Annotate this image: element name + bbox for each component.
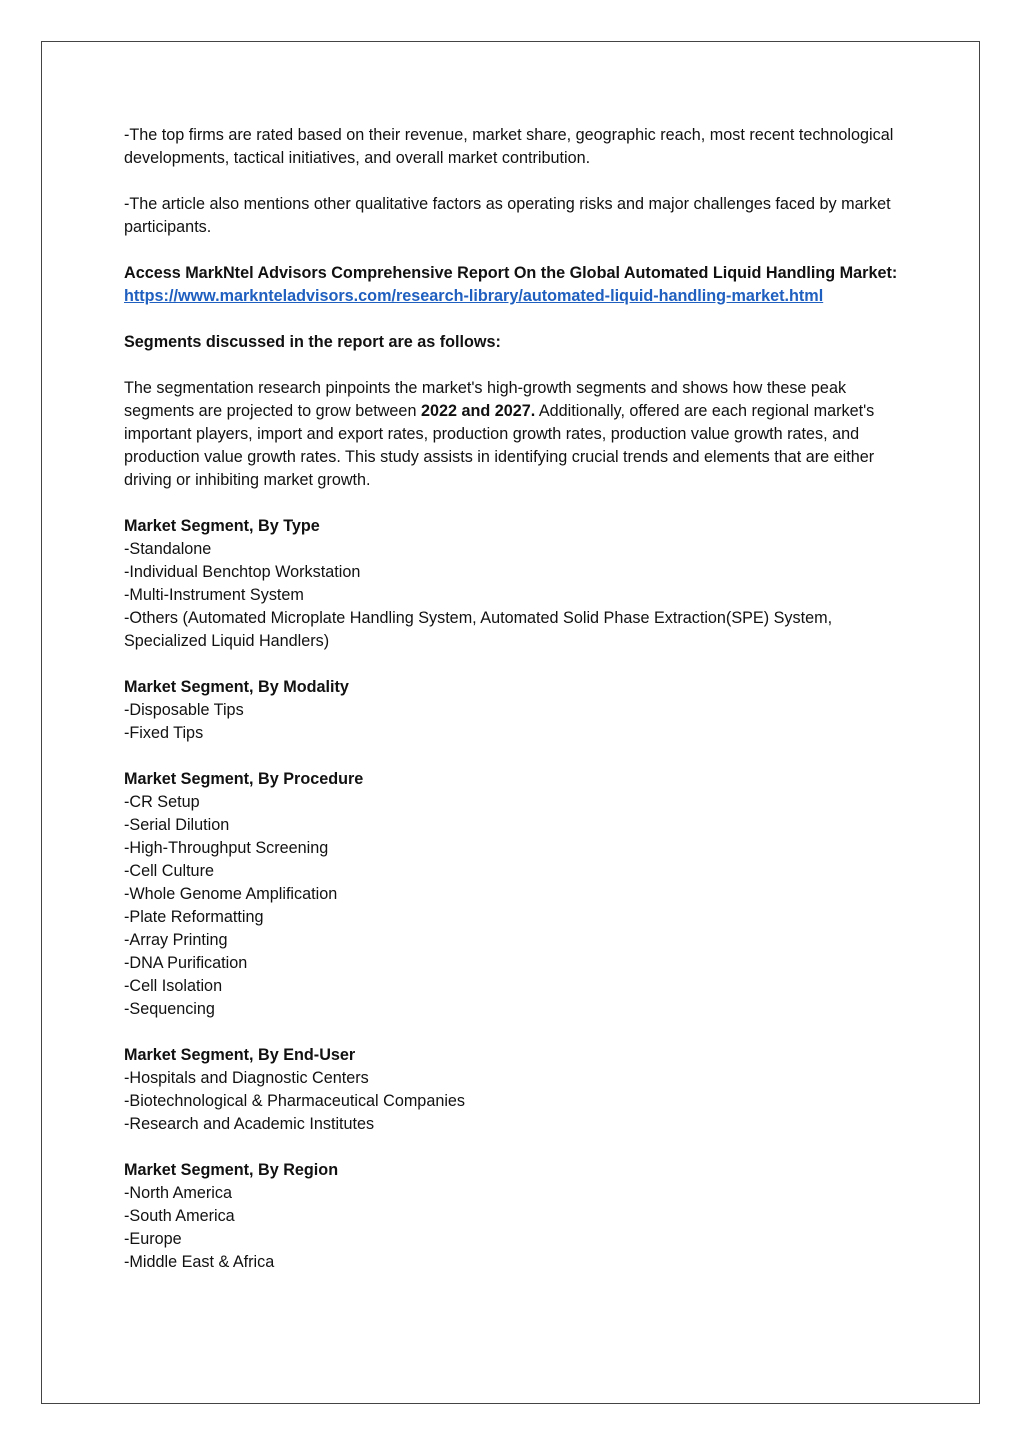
- segmentation-intro-text-a: The segmentation research pinpoints the market's high-growth segments and shows how these peak segments are projected to grow between: [124, 379, 847, 420]
- report-link[interactable]: https://www.marknteladvisors.com/research-library/automated-liquid-handling-market.html: [124, 287, 824, 305]
- segmentation-years: 2022 and 2027.: [420, 402, 536, 420]
- paragraph-top-firms: -The top firms are rated based on their revenue, market share, geographic reach, most recent technological developments, tactical initiatives, and overall market contribution.: [124, 126, 894, 167]
- list-item: -Array Printing: [124, 931, 228, 949]
- paragraph-segmentation-intro: [124, 377, 914, 492]
- segments-heading: Segments discussed in the report are as follows:: [124, 333, 501, 351]
- list-item: -High-Throughput Screening: [124, 839, 329, 857]
- list-item: -Cell Culture: [124, 862, 214, 880]
- segment-title: Market Segment, By End-User: [124, 1046, 356, 1064]
- list-item: -Biotechnological & Pharmaceutical Companies: [124, 1092, 466, 1110]
- list-item: -Multi-Instrument System: [124, 586, 304, 604]
- paragraph-qualitative-factors: -The article also mentions other qualitative factors as operating risks and major challenges faced by market participants.: [124, 195, 891, 236]
- list-item: -Individual Benchtop Workstation: [124, 563, 361, 581]
- access-report-text: Access MarkNtel Advisors Comprehensive Report On the Global Automated Liquid Handling Market:: [124, 264, 898, 282]
- paragraph-access-report: [124, 262, 914, 308]
- segment-title: Market Segment, By Modality: [124, 678, 349, 696]
- list-item: -Plate Reformatting: [124, 908, 264, 926]
- list-item: -South America: [124, 1207, 235, 1225]
- segment-title: Market Segment, By Procedure: [124, 770, 364, 788]
- document-body: [124, 124, 914, 1297]
- list-item: -North America: [124, 1184, 232, 1202]
- list-item: -DNA Purification: [124, 954, 248, 972]
- segment-title: Market Segment, By Type: [124, 517, 320, 535]
- list-item: -Middle East & Africa: [124, 1253, 275, 1271]
- segmentation-intro-text-b: Additionally, offered are each regional market's important players, import and export rates, production growth rates, production value growth rates, and production value growth rates. This study assists in identifying crucial trends and elements that are either driving or inhibiting market growth.: [124, 402, 875, 489]
- list-item: -Others (Automated Microplate Handling System, Automated Solid Phase Extraction(SPE) System, Specialized Liquid Handlers): [124, 609, 833, 650]
- list-item: -Fixed Tips: [124, 724, 204, 742]
- segment-by-type: [124, 515, 914, 653]
- list-item: -Disposable Tips: [124, 701, 244, 719]
- list-item: -Research and Academic Institutes: [124, 1115, 375, 1133]
- segment-by-modality: [124, 676, 914, 745]
- list-item: -Sequencing: [124, 1000, 215, 1018]
- list-item: -Cell Isolation: [124, 977, 223, 995]
- segment-title: Market Segment, By Region: [124, 1161, 339, 1179]
- list-item: -CR Setup: [124, 793, 200, 811]
- list-item: -Standalone: [124, 540, 212, 558]
- segment-by-end-user: [124, 1044, 914, 1136]
- list-item: -Europe: [124, 1230, 182, 1248]
- list-item: -Serial Dilution: [124, 816, 230, 834]
- list-item: -Whole Genome Amplification: [124, 885, 338, 903]
- list-item: -Hospitals and Diagnostic Centers: [124, 1069, 369, 1087]
- segment-by-procedure: [124, 768, 914, 1021]
- segment-by-region: [124, 1159, 914, 1274]
